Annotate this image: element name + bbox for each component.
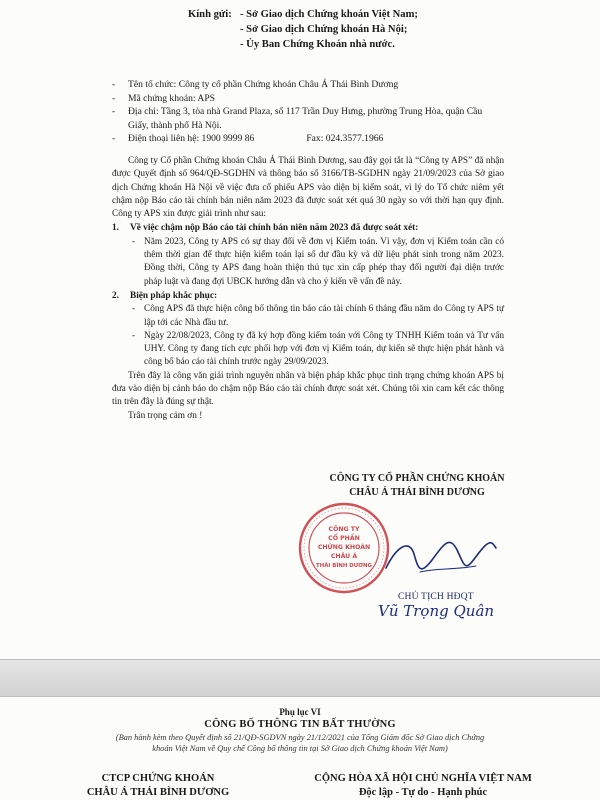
signer-name: Vũ Trọng Quân xyxy=(378,602,495,620)
stamp-text: CHỨNG KHOÁN xyxy=(317,544,371,551)
national-header: CỘNG HÒA XÃ HỘI CHỦ NGHĨA VIỆT NAM Độc lập - Tự do - Hạnh phúc xyxy=(314,773,532,798)
org-ticker: Mã chứng khoán: APS xyxy=(128,92,216,104)
page-separator xyxy=(0,660,600,696)
bullet-icon: - xyxy=(112,79,116,90)
intro-paragraph: Công ty Cổ phần Chứng khoán Châu Á Thái Bình Dương, sau đây gọi tắt là “Công ty APS” đã nhận được Quyết định số 964/QĐ-SGDHN và thông báo số 3166/TB-SGDHN ngày 21/09/2023 của Sở giao dịch Chứng khoán Hà Nội về việc đưa cổ phiếu APS vào diện bị kiểm soát, vì lý do Tổ chức niêm yết chậm nộp Báo cáo tài chính bán niên năm 2023 đã được soát xét quá 30 ngày so với thời hạn quy định. Công ty APS xin được giải trình như sau: xyxy=(112,156,504,220)
signer-company-line1: CÔNG TY CỔ PHẦN CHỨNG KHOÁN xyxy=(329,473,505,484)
recipients-label: Kính gửi: xyxy=(188,9,232,20)
stamp-text: CHÂU Á xyxy=(330,553,358,560)
org-fax: Fax: 024.3577.1966 xyxy=(306,133,384,145)
org-phone: Điện thoại liên hệ: 1900 9999 86 xyxy=(128,133,255,145)
disclosure-title: CÔNG BỐ THÔNG TIN BẤT THƯỜNG xyxy=(204,719,396,730)
recipient-item: - Ủy Ban Chứng Khoán nhà nước. xyxy=(240,38,395,50)
thanks-line: Trân trọng cảm ơn ! xyxy=(128,410,203,421)
bullet-icon: - xyxy=(112,92,116,104)
company-stamp-icon xyxy=(296,500,392,596)
signer-company-line2: CHÂU Á THÁI BÌNH DƯƠNG xyxy=(349,487,485,498)
recipients-block xyxy=(188,8,418,52)
appendix-label: Phụ lục VI xyxy=(279,707,321,717)
regulation-note: (Ban hành kèm theo Quyết định số 21/QĐ-SGDVN ngày 21/12/2021 của Tổng Giám đốc Sở Giao dịch Chứng khoán Việt Nam về Quy chế Công bố thông tin tại Sở Giao dịch Chứng khoán Việt Nam) xyxy=(115,733,485,753)
org-name: Tên tổ chức: Công ty cổ phần Chứng khoán Châu Á Thái Bình Dương xyxy=(128,79,399,90)
stamp-text: CỔ PHẦN xyxy=(328,535,360,542)
bullet-icon: - xyxy=(112,133,116,145)
organization-info xyxy=(112,78,492,146)
org-address-line2: Giấy, thành phố Hà Nội. xyxy=(128,119,222,131)
signer-title: CHỦ TỊCH HĐQT xyxy=(398,592,474,602)
recipient-item: - Sở Giao dịch Chứng khoán Hà Nội; xyxy=(240,23,408,35)
handwritten-signature-icon xyxy=(380,524,500,588)
letter-body xyxy=(112,155,504,423)
section-1-heading: 1. Về việc chậm nộp Báo cáo tài chính bán niên năm 2023 đã được soát xét: xyxy=(112,223,419,234)
stamp-text: THÁI BÌNH DƯƠNG xyxy=(316,563,372,569)
closing-paragraph: Trên đây là công văn giải trình nguyên nhân và biện pháp khắc phục tình trạng chứng khoán APS bị đưa vào diện bị cảnh báo do chậm nộp Báo cáo tài chính được soát xét. Chúng tôi xin cam kết các thông tin trên đây là đúng sự thật. xyxy=(112,370,504,408)
section-1-item: - Năm 2023, Công ty APS có sự thay đổi về đơn vị Kiểm toán. Vì vậy, đơn vị Kiểm toán cần có thêm thời gian để thực hiện kiểm toán lại số dư đầu kỳ và dữ liệu phát sinh trong năm 2023. Đồng thời, Công ty APS đang hoàn thiện thủ tục xin cấp phép thay đổi người đại diện trước pháp luật và đang đợi UBCK hướng dẫn và cho ý kiến về vấn đề này. xyxy=(132,236,504,287)
recipient-item: - Sở Giao dịch Chứng khoán Việt Nam; xyxy=(240,9,418,20)
document-page-2 xyxy=(0,696,600,800)
issuer-header: CTCP CHỨNG KHOÁN CHÂU Á THÁI BÌNH DƯƠNG xyxy=(86,773,230,798)
stamp-text: CÔNG TY xyxy=(328,526,360,533)
signature-block xyxy=(290,472,530,620)
bullet-icon: - xyxy=(112,106,116,118)
org-address-line1: Địa chỉ: Tầng 3, tòa nhà Grand Plaza, số 117 Trần Duy Hưng, phường Trung Hòa, quận Cầu xyxy=(128,106,483,118)
section-2-item: - Ngày 22/08/2023, Công ty đã ký hợp đồng kiểm toán với Công ty TNHH Kiểm toán và Tư vấn UHY. Công ty đang tích cực phối hợp với đơn vị Kiểm toán, dự kiến sẽ thực hiện phát hành và công bố báo cáo tài chính trước ngày 29/09/2023. xyxy=(132,330,504,368)
section-2-heading: 2. Biện pháp khắc phục: xyxy=(112,290,218,301)
section-2-item: - Công APS đã thực hiện công bố thông tin báo cáo tài chính 6 tháng đầu năm do Công ty APS tự lập tới các Nhà đầu tư. xyxy=(132,304,504,328)
